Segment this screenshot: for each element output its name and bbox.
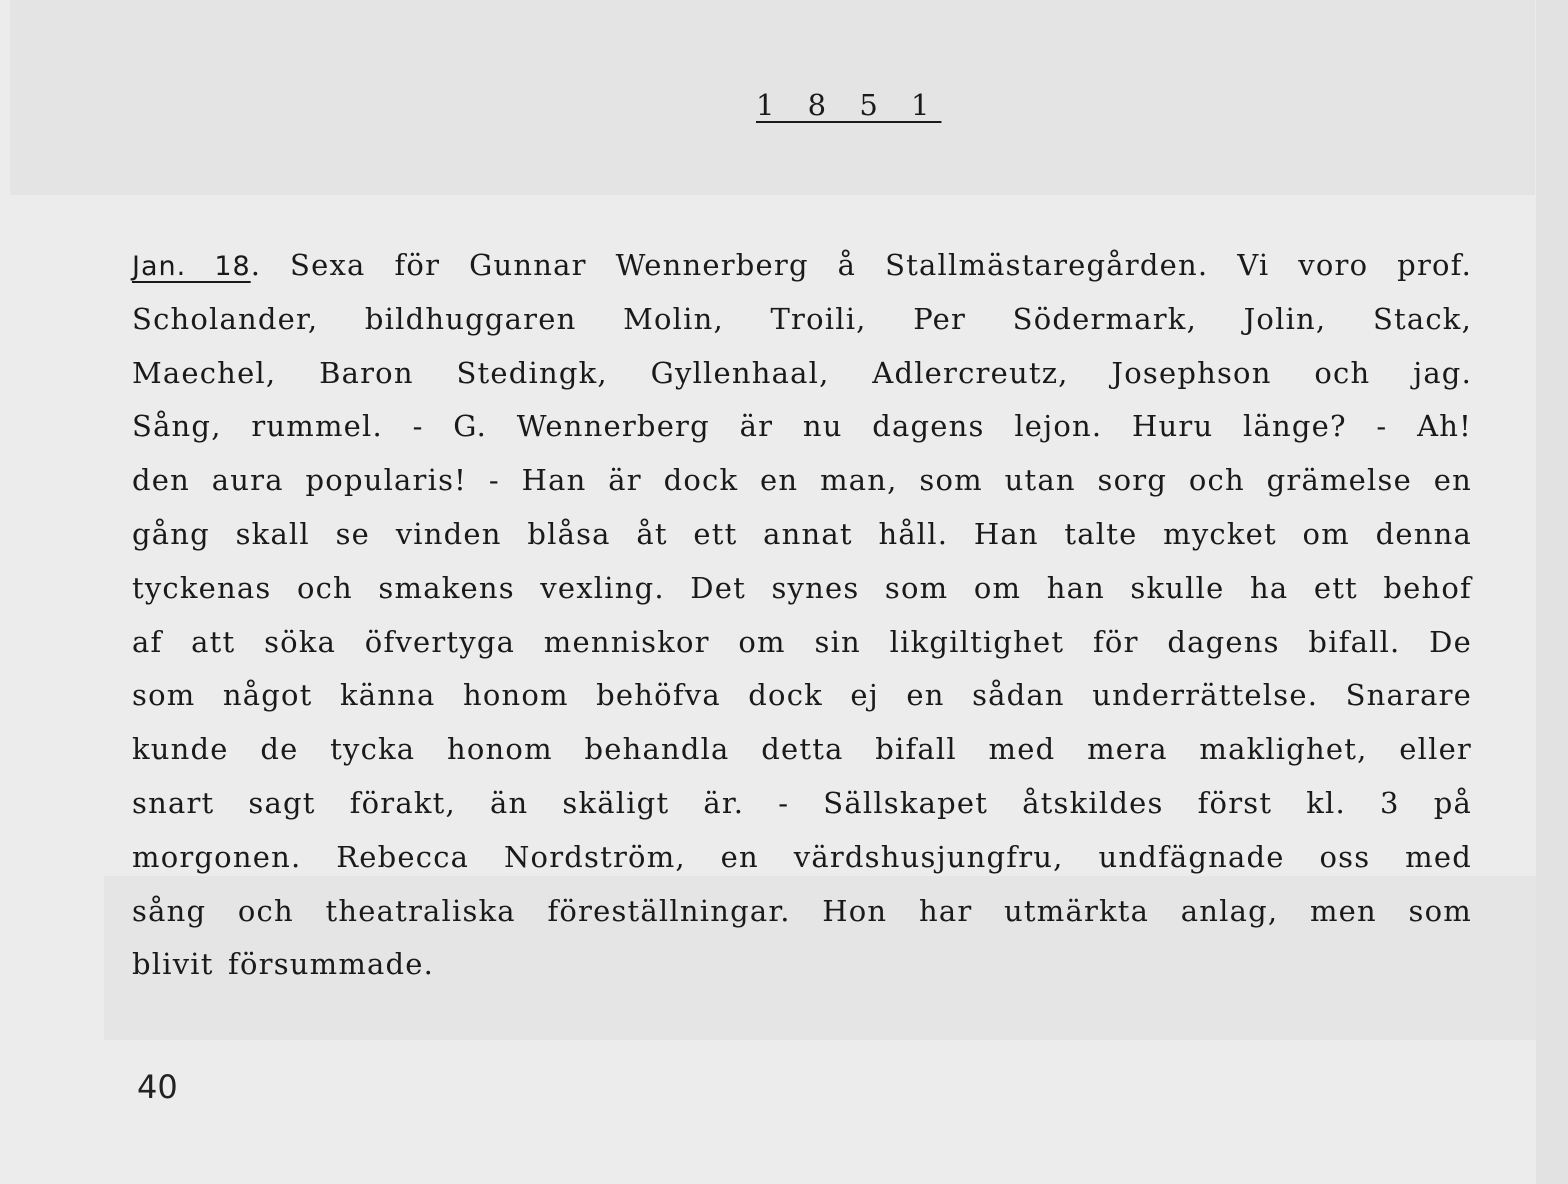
page-edge bbox=[1536, 0, 1568, 1184]
entry-line: gång skall se vinden blåsa åt ett annat håll. Han talte mycket om denna bbox=[132, 516, 1472, 551]
entry-line: sång och theatraliska föreställningar. Hon har utmärkta anlag, men som bbox=[132, 893, 1472, 928]
entry-line bbox=[132, 239, 1472, 293]
entry-line-text: . Sexa för Gunnar Wennerberg å Stallmästaregården. Vi voro prof. bbox=[250, 248, 1472, 282]
entry-line: snart sagt förakt, än skäligt är. - Sällskapet åtskildes först kl. 3 på bbox=[132, 785, 1472, 820]
entry-line: som något känna honom behöfva dock ej en sådan underrättelse. Snarare bbox=[132, 678, 1472, 713]
year-heading: 1 8 5 1 bbox=[756, 88, 942, 122]
page-number: 40 bbox=[137, 1068, 178, 1106]
entry-line: kunde de tycka honom behandla detta bifall med mera maklighet, eller bbox=[132, 732, 1472, 767]
entry-date: Jan. 18 bbox=[132, 251, 251, 282]
entry-line: Maechel, Baron Stedingk, Gyllenhaal, Adlercreutz, Josephson och jag. bbox=[132, 355, 1472, 390]
diary-entry bbox=[132, 239, 1472, 992]
entry-line: morgonen. Rebecca Nordström, en värdshusjungfru, undfägnade oss med bbox=[132, 839, 1472, 874]
entry-line: Sång, rummel. - G. Wennerberg är nu dagens lejon. Huru länge? - Ah! bbox=[132, 409, 1472, 444]
entry-line: Scholander, bildhuggaren Molin, Troili, Per Södermark, Jolin, Stack, bbox=[132, 301, 1472, 336]
entry-line: blivit försummade. bbox=[132, 947, 435, 982]
entry-line: den aura popularis! - Han är dock en man, som utan sorg och grämelse en bbox=[132, 463, 1472, 498]
entry-line: tyckenas och smakens vexling. Det synes som om han skulle ha ett behof bbox=[132, 570, 1472, 605]
entry-line: af att söka öfvertyga menniskor om sin likgiltighet för dagens bifall. De bbox=[132, 624, 1472, 659]
